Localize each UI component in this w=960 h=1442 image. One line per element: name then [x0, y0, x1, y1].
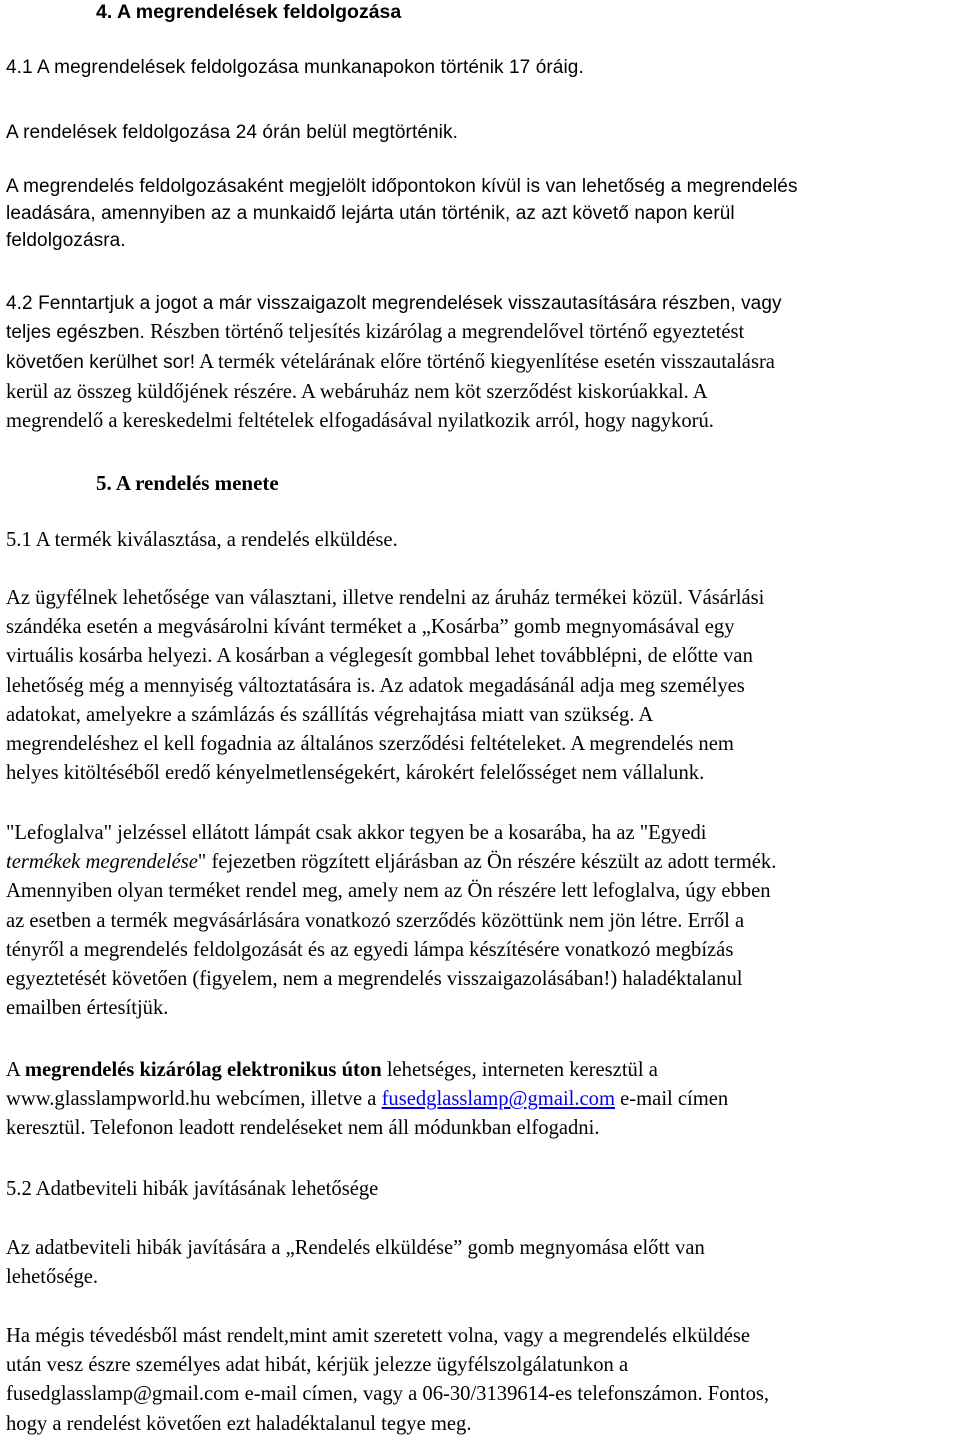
text-line: megrendelő a kereskedelmi feltételek elfogadásával nyilatkozik arról, hogy nagykorú. — [6, 410, 714, 433]
text-line: A megrendelés feldolgozásaként megjelölt időpontokon kívül is van lehetőség a megrendelés — [6, 176, 798, 197]
text-line: virtuális kosárba helyezi. A kosárban a véglegesít gombbal lehet továbblépni, de előtte van — [6, 645, 753, 668]
text-line: után vesz észre személyes adat hibát, kérjük jelezze ügyfélszolgálatunkon a — [6, 1354, 629, 1377]
text-line: megrendeléshez el kell fogadnia az általános szerződési feltételeket. A megrendelés nem — [6, 733, 734, 756]
text-span: A termék vételárának előre történő kiegyenlítése esetén visszautalásra — [195, 351, 775, 373]
text-span: követően kerülhet sor! — [6, 352, 196, 373]
text-span: e-mail címen — [615, 1088, 729, 1111]
bold-text: megrendelés kizárólag elektronikus úton — [24, 1059, 382, 1081]
paragraph-outside-hours — [6, 173, 956, 254]
text-line: az esetben a termék megvásárlására vonatkozó szerződés közöttünk nem jön létre. Erről a — [6, 909, 745, 932]
text-line: helyes kitöltéséből eredő kényelmetlenségekért, károkért felelősséget nem vállalunk. — [6, 762, 705, 785]
email-link[interactable]: fusedglasslamp@gmail.com — [381, 1088, 616, 1111]
text-span: lehetséges, interneten keresztül a — [381, 1059, 658, 1081]
paragraph-electronic-only — [6, 1056, 956, 1144]
text-line: Az adatbeviteli hibák javítására a „Rendelés elküldése” gomb megnyomása előtt van — [6, 1237, 705, 1259]
text-line: Amennyiben olyan terméket rendel meg, amely nem az Ön részére lett lefoglalva, úgy ebben — [6, 880, 771, 903]
text-line: emailben értesítjük. — [6, 997, 169, 1020]
paragraph-mistake-order — [6, 1322, 956, 1439]
paragraph-4-2 — [6, 290, 956, 436]
text-line: szándéka esetén a megvásárolni kívánt terméket a „Kosárba” gomb megnyomásával egy — [6, 616, 735, 639]
text-span: " fejezetben rögzített eljárásban az Ön részére készült az adott termék. — [197, 851, 777, 874]
text-span: Részben történő teljesítés kizárólag a megrendelővel történő egyeztetést — [144, 321, 745, 343]
text-line: "Lefoglalva" jelzéssel ellátott lámpát csak akkor tegyen be a kosarába, ha az "Egyedi — [6, 822, 707, 844]
text-line: kerül az összeg küldőjének részére. A webáruház nem köt szerződést kiskorúakkal. A — [6, 381, 708, 403]
section-4-heading: 4. A megrendelések feldolgozása — [96, 1, 402, 23]
text-line: keresztül. Telefonon leadott rendeléseket nem áll módunkban elfogadni. — [6, 1117, 600, 1140]
text-line: hogy a rendelést követően ezt haladéktalanul tegye meg. — [6, 1412, 472, 1435]
text-line: fusedglasslamp@gmail.com e-mail címen, vagy a 06-30/3139614-es telefonszámon. Fontos, — [6, 1383, 770, 1406]
paragraph-correction — [6, 1234, 956, 1292]
text-line: lehetőség még a mennyiség változtatására is. Az adatok megadásánál adja meg személyes — [6, 674, 745, 697]
paragraph-processing-time: A rendelések feldolgozása 24 órán belül megtörténik. — [6, 122, 458, 143]
text-line: Ha mégis tévedésből mást rendelt,mint amit szeretett volna, vagy a megrendelés elküldése — [6, 1325, 750, 1347]
text-span: teljes egészben. — [6, 322, 145, 343]
text-line-mixed — [6, 318, 956, 348]
text-span: A — [6, 1059, 25, 1081]
paragraph-ordering — [6, 584, 956, 788]
subheading-5-2: 5.2 Adatbeviteli hibák javításának lehetősége — [6, 1178, 379, 1200]
italic-text: termékek megrendelése — [6, 851, 198, 874]
text-line: adatokat, amelyekre a számlázás és szállítás végrehajtása miatt van szükség. A — [6, 703, 654, 726]
paragraph-4-1: 4.1 A megrendelések feldolgozása munkanapokon történik 17 óráig. — [6, 57, 584, 78]
text-line: leadására, amennyiben az a munkaidő lejárta után történik, az azt követő napon kerül — [6, 203, 735, 224]
text-line: feldolgozásra. — [6, 230, 126, 251]
subheading-5-1: 5.1 A termék kiválasztása, a rendelés elküldése. — [6, 529, 398, 551]
paragraph-reserved-lamp — [6, 819, 960, 1023]
section-5-heading: 5. A rendelés menete — [96, 471, 279, 495]
text-line: egyeztetését követően (figyelem, nem a megrendelés visszaigazolásában!) haladéktalanul — [6, 968, 743, 991]
text-line: tényről a megrendelés feldolgozását és az egyedi lámpa készítésére vonatkozó megbízás — [6, 938, 734, 961]
text-line: 4.2 Fenntartjuk a jogot a már visszaigazolt megrendelések visszautasítására részben, vagy — [6, 293, 782, 314]
text-line: Az ügyfélnek lehetősége van választani, illetve rendelni az áruház termékei közül. Vásárlási — [6, 587, 765, 609]
text-span: www.glasslampworld.hu webcímen, illetve a — [6, 1088, 382, 1111]
text-line: lehetősége. — [6, 1266, 99, 1289]
text-line-mixed — [6, 348, 956, 378]
